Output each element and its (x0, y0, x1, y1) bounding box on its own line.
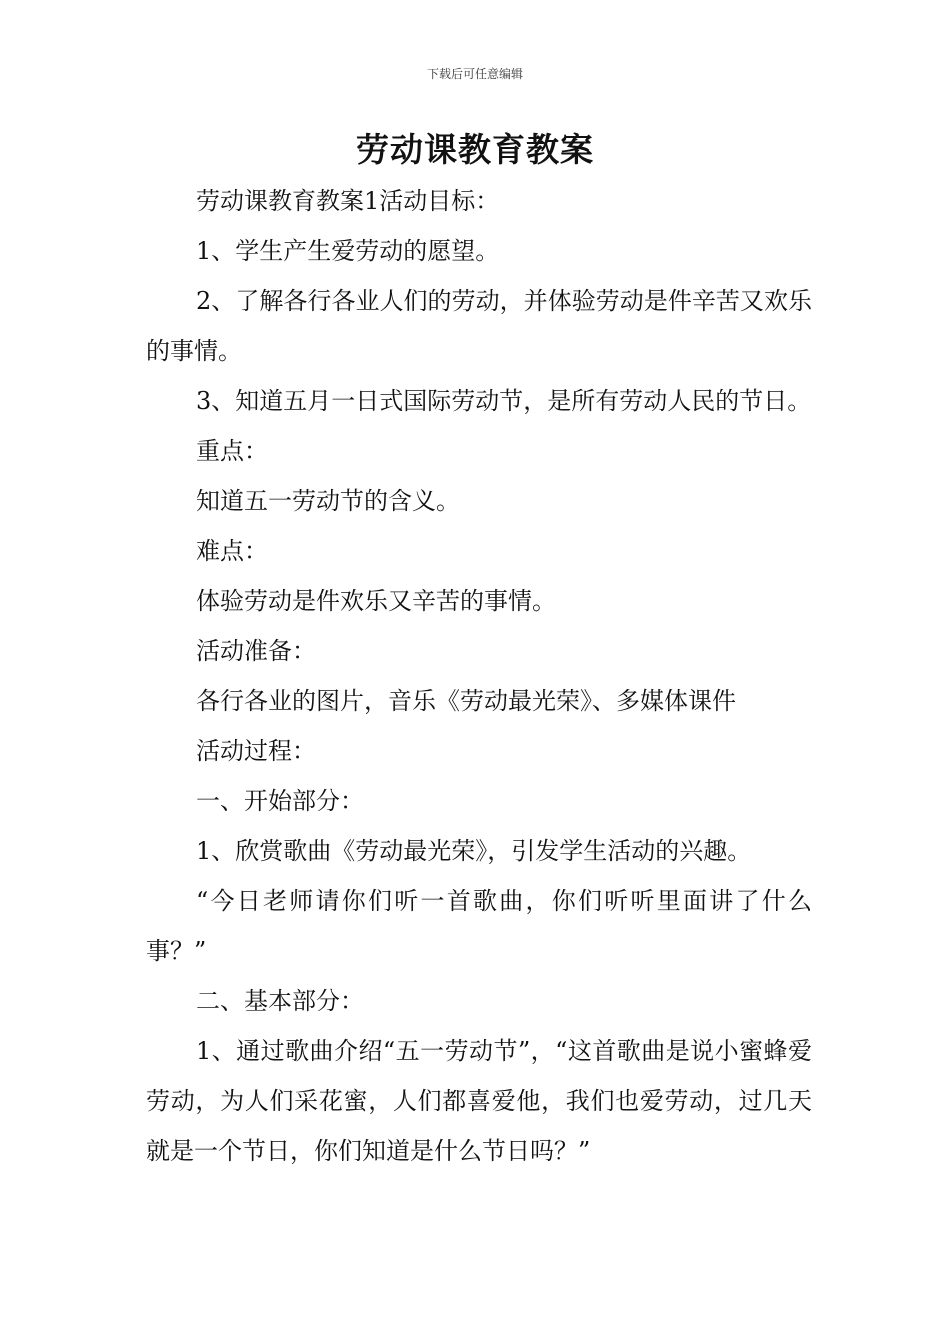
paragraph-part-2-step-1: 1、通过歌曲介绍“五一劳动节”，“这首歌曲是说小蜜蜂爱劳动，为人们采花蜜，人们都喜爱他，我们也爱劳动，过几天就是一个节日，你们知道是什么节日吗？” (146, 1037, 812, 1165)
paragraph-intro: 劳动课教育教案1活动目标： (196, 187, 500, 215)
paragraph-key-point: 知道五一劳动节的含义。 (196, 487, 460, 515)
paragraph-part-2-heading: 二、基本部分： (196, 987, 364, 1015)
paragraph-part-1-quote: “今日老师请你们听一首歌曲，你们听听里面讲了什么事？” (146, 887, 812, 965)
paragraph-part-1-heading: 一、开始部分： (196, 787, 364, 815)
paragraph-process-heading: 活动过程： (196, 737, 316, 765)
paragraph-goal-2: 2、了解各行各业人们的劳动，并体验劳动是件辛苦又欢乐的事情。 (146, 287, 812, 365)
paragraph-preparation-heading: 活动准备： (196, 637, 316, 665)
document-title: 劳动课教育教案 (356, 130, 594, 169)
document-body (146, 176, 812, 1176)
paragraph-difficulty-heading: 难点： (196, 537, 268, 565)
paragraph-difficulty: 体验劳动是件欢乐又辛苦的事情。 (196, 587, 556, 615)
paragraph-preparation: 各行各业的图片，音乐《劳动最光荣》、多媒体课件 (196, 687, 736, 715)
paragraph-key-point-heading: 重点： (196, 437, 268, 465)
paragraph-goal-1: 1、学生产生爱劳动的愿望。 (196, 237, 500, 265)
page-header-note: 下载后可任意编辑 (426, 67, 523, 81)
paragraph-part-1-step-1: 1、欣赏歌曲《劳动最光荣》，引发学生活动的兴趣。 (196, 837, 752, 865)
paragraph-goal-3: 3、知道五月一日式国际劳动节，是所有劳动人民的节日。 (196, 387, 812, 415)
